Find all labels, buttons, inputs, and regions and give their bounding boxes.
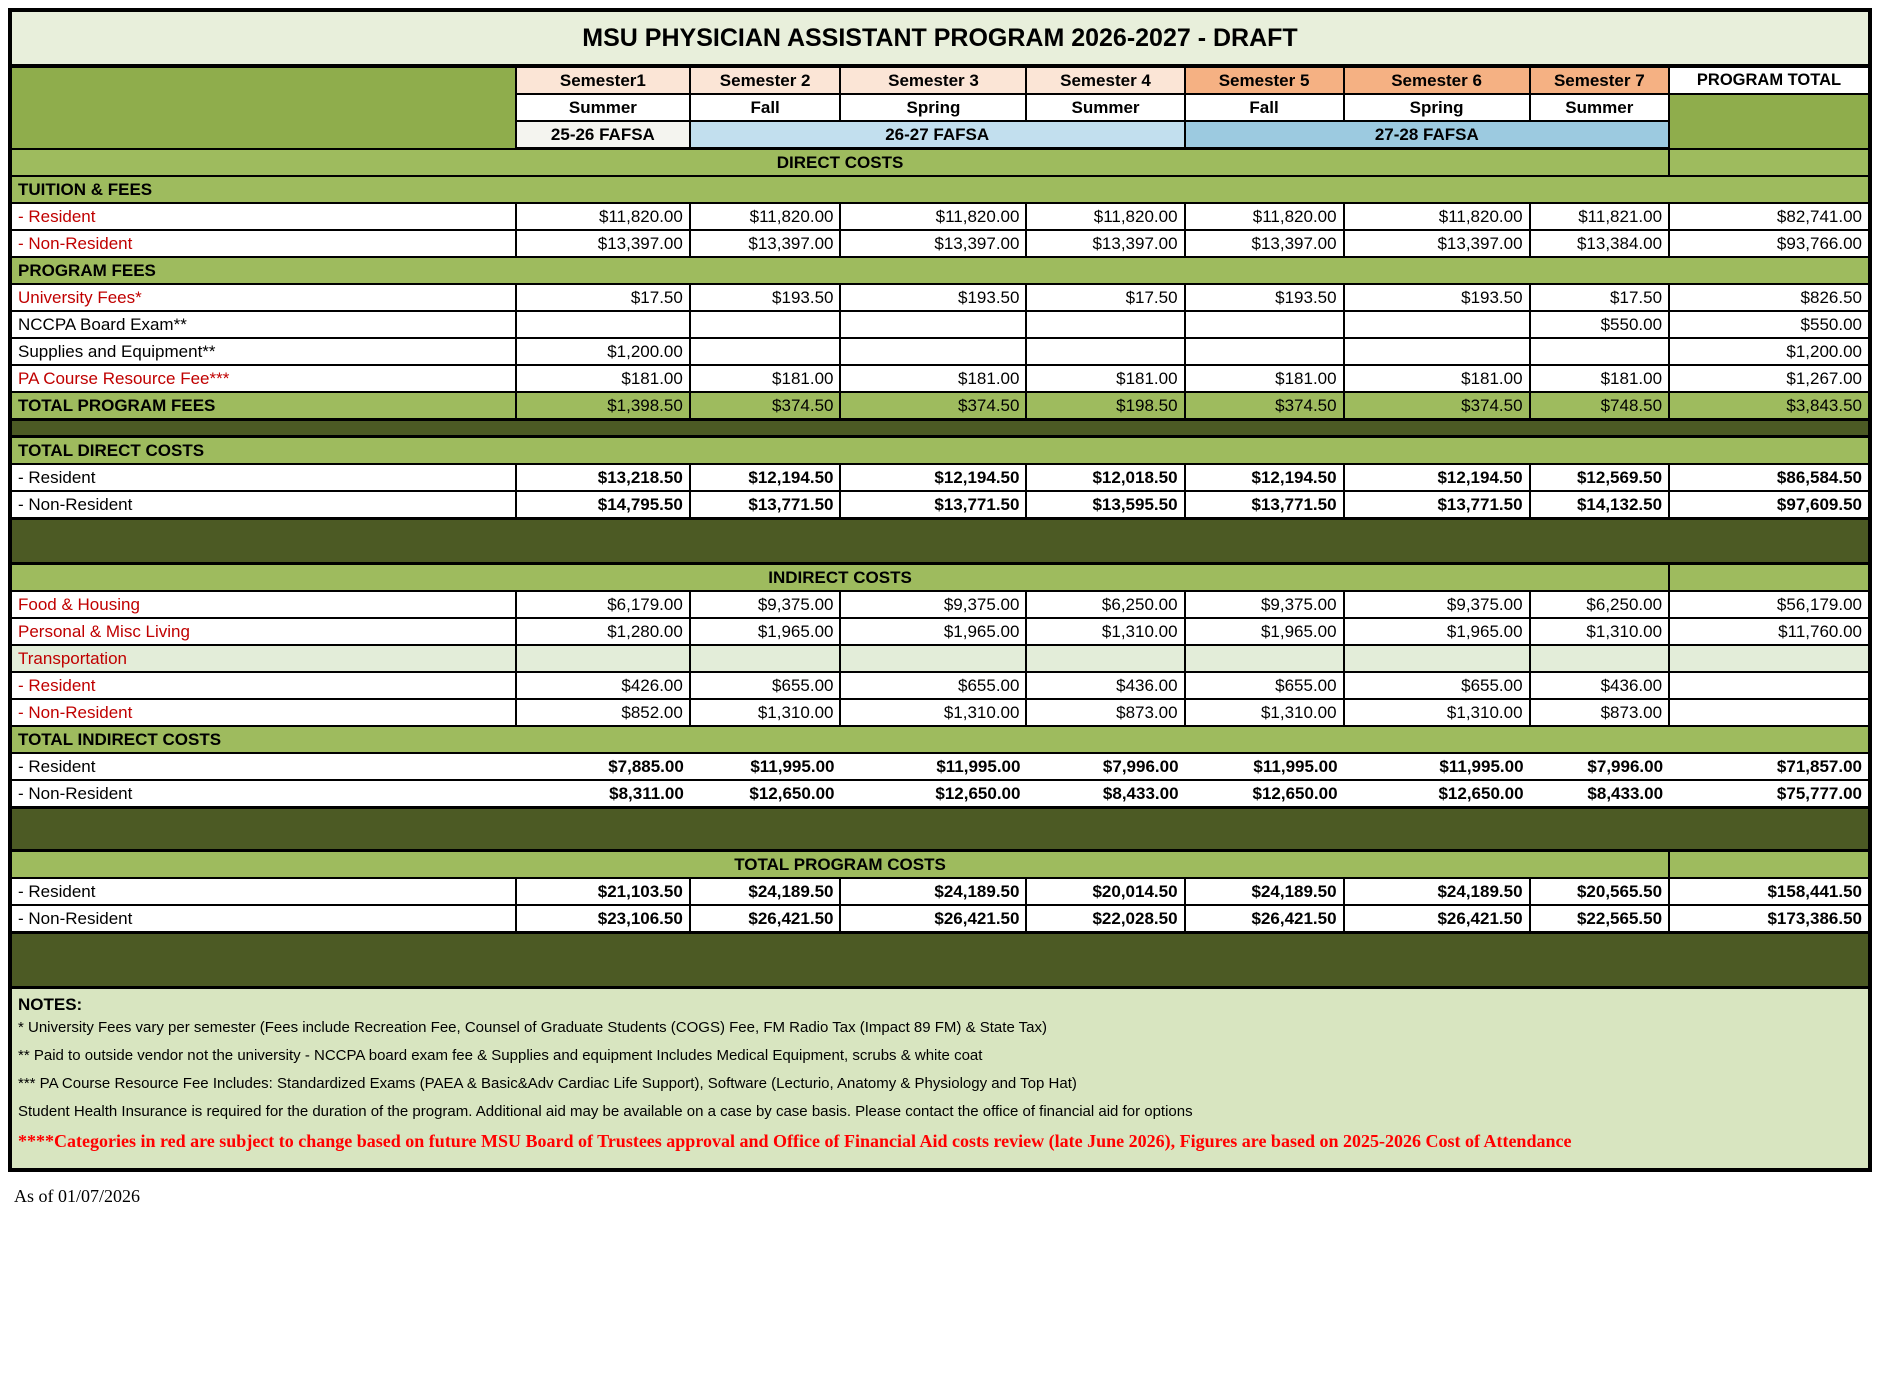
value-cell: $12,194.50 [840, 464, 1026, 491]
value-cell: $198.50 [1026, 392, 1184, 420]
notes-heading: NOTES: [18, 995, 83, 1014]
section-banner: PROGRAM FEES [10, 257, 1870, 284]
value-cell [690, 645, 841, 672]
value-cell: $374.50 [840, 392, 1026, 420]
table-row [10, 437, 1870, 465]
value-cell: $12,018.50 [1026, 464, 1184, 491]
table-row [10, 851, 1870, 879]
page-title: MSU PHYSICIAN ASSISTANT PROGRAM 2026-2027 - DRAFT [10, 10, 1870, 66]
row-label: Transportation [10, 645, 516, 672]
row-total-cell: $1,200.00 [1669, 338, 1870, 365]
value-cell: $9,375.00 [840, 591, 1026, 618]
value-cell: $14,795.50 [516, 491, 690, 519]
value-cell: $11,995.00 [1344, 753, 1530, 780]
value-cell: $436.00 [1530, 672, 1669, 699]
table-row [10, 780, 1870, 808]
cost-rows [10, 149, 1870, 988]
notes-cell [10, 988, 1870, 1171]
value-cell [1530, 645, 1669, 672]
value-cell: $181.00 [1026, 365, 1184, 392]
value-cell: $11,995.00 [690, 753, 841, 780]
value-cell: $181.00 [840, 365, 1026, 392]
value-cell: $6,179.00 [516, 591, 690, 618]
value-cell [1344, 645, 1530, 672]
table-row [10, 311, 1870, 338]
table-row [10, 365, 1870, 392]
value-cell [1344, 311, 1530, 338]
note-health-insurance: Student Health Insurance is required for the duration of the program. Additional aid may be available on a case by case basis. Please contact the office of financial aid for options [18, 1103, 1193, 1120]
section-banner-filler [1669, 149, 1870, 177]
row-total-cell: $550.00 [1669, 311, 1870, 338]
as-of-date: As of 01/07/2026 [14, 1186, 140, 1206]
row-total-cell: $93,766.00 [1669, 230, 1870, 257]
value-cell: $426.00 [516, 672, 690, 699]
value-cell: $20,565.50 [1530, 878, 1669, 905]
value-cell [1344, 338, 1530, 365]
table-row [10, 878, 1870, 905]
value-cell: $13,397.00 [840, 230, 1026, 257]
semester-1-header: Semester1 [516, 66, 690, 94]
value-cell [690, 311, 841, 338]
table-row [10, 284, 1870, 311]
table-row [10, 338, 1870, 365]
value-cell: $12,194.50 [690, 464, 841, 491]
value-cell: $655.00 [840, 672, 1026, 699]
note-pa-resource-fee: *** PA Course Resource Fee Includes: Standardized Exams (PAEA & Basic&Adv Cardiac Life Support), Software (Lecturio, Anatomy & Physiology and Top Hat) [18, 1075, 1077, 1092]
note-red-disclaimer: ****Categories in red are subject to change based on future MSU Board of Trustees approval and Office of Financial Aid costs review (late June 2026), Figures are based on 2025-2026 Cost of Attendance [18, 1131, 1572, 1151]
value-cell: $1,965.00 [690, 618, 841, 645]
value-cell: $24,189.50 [840, 878, 1026, 905]
value-cell: $748.50 [1530, 392, 1669, 420]
table-row [10, 203, 1870, 230]
row-label: - Resident [10, 878, 516, 905]
value-cell: $193.50 [690, 284, 841, 311]
value-cell: $12,650.00 [840, 780, 1026, 808]
row-label: - Non-Resident [10, 491, 516, 519]
value-cell: $8,311.00 [516, 780, 690, 808]
table-row [10, 149, 1870, 177]
row-total-cell: $3,843.50 [1669, 392, 1870, 420]
fafsa-26-27: 26-27 FAFSA [690, 121, 1185, 149]
value-cell: $13,218.50 [516, 464, 690, 491]
semester-3-header: Semester 3 [840, 66, 1026, 94]
table-row [10, 933, 1870, 988]
table-row [10, 753, 1870, 780]
value-cell [516, 311, 690, 338]
value-cell: $12,194.50 [1185, 464, 1344, 491]
value-cell [840, 338, 1026, 365]
value-cell [1026, 338, 1184, 365]
value-cell: $13,771.50 [1185, 491, 1344, 519]
value-cell: $14,132.50 [1530, 491, 1669, 519]
value-cell: $13,595.50 [1026, 491, 1184, 519]
value-cell: $26,421.50 [1344, 905, 1530, 933]
notes-row [10, 988, 1870, 1171]
value-cell: $6,250.00 [1530, 591, 1669, 618]
semester-2-header: Semester 2 [690, 66, 841, 94]
row-total-cell [1669, 699, 1870, 726]
row-total-cell: $11,760.00 [1669, 618, 1870, 645]
value-cell: $9,375.00 [1344, 591, 1530, 618]
value-cell: $24,189.50 [1185, 878, 1344, 905]
table-row [10, 519, 1870, 564]
program-total-filler [1669, 94, 1870, 149]
spacer-row [10, 420, 1870, 437]
section-banner: DIRECT COSTS [10, 149, 1669, 177]
value-cell: $12,650.00 [1185, 780, 1344, 808]
table-row [10, 726, 1870, 753]
value-cell [1026, 311, 1184, 338]
value-cell: $7,996.00 [1026, 753, 1184, 780]
value-cell: $1,965.00 [840, 618, 1026, 645]
value-cell: $13,397.00 [1185, 230, 1344, 257]
value-cell: $21,103.50 [516, 878, 690, 905]
value-cell: $12,569.50 [1530, 464, 1669, 491]
value-cell: $193.50 [1344, 284, 1530, 311]
section-banner: INDIRECT COSTS [10, 564, 1669, 592]
table-row [10, 564, 1870, 592]
value-cell: $11,820.00 [840, 203, 1026, 230]
value-cell: $20,014.50 [1026, 878, 1184, 905]
row-label: - Non-Resident [10, 230, 516, 257]
row-total-cell: $86,584.50 [1669, 464, 1870, 491]
term-3: Spring [840, 94, 1026, 121]
value-cell: $1,310.00 [1344, 699, 1530, 726]
spacer-row [10, 933, 1870, 988]
value-cell: $26,421.50 [1185, 905, 1344, 933]
row-label: - Non-Resident [10, 699, 516, 726]
value-cell: $13,771.50 [690, 491, 841, 519]
row-total-cell [1669, 672, 1870, 699]
value-cell: $17.50 [1530, 284, 1669, 311]
value-cell: $1,398.50 [516, 392, 690, 420]
value-cell: $181.00 [1530, 365, 1669, 392]
value-cell: $873.00 [1026, 699, 1184, 726]
value-cell [840, 311, 1026, 338]
section-banner: TUITION & FEES [10, 176, 1870, 203]
value-cell: $1,310.00 [1026, 618, 1184, 645]
row-label: Supplies and Equipment** [10, 338, 516, 365]
spacer-row [10, 808, 1870, 851]
value-cell: $193.50 [840, 284, 1026, 311]
value-cell: $13,771.50 [1344, 491, 1530, 519]
value-cell: $11,995.00 [840, 753, 1026, 780]
value-cell: $436.00 [1026, 672, 1184, 699]
table-row [10, 491, 1870, 519]
table-row [10, 257, 1870, 284]
value-cell: $11,820.00 [1026, 203, 1184, 230]
value-cell [690, 338, 841, 365]
value-cell: $1,280.00 [516, 618, 690, 645]
row-total-cell: $71,857.00 [1669, 753, 1870, 780]
value-cell: $873.00 [1530, 699, 1669, 726]
row-total-cell: $75,777.00 [1669, 780, 1870, 808]
value-cell: $17.50 [1026, 284, 1184, 311]
term-2: Fall [690, 94, 841, 121]
fafsa-27-28: 27-28 FAFSA [1185, 121, 1669, 149]
row-label: - Non-Resident [10, 905, 516, 933]
note-outside-vendor: ** Paid to outside vendor not the university - NCCPA board exam fee & Supplies and equipment Includes Medical Equipment, scrubs & white coat [18, 1047, 983, 1064]
value-cell: $374.50 [1344, 392, 1530, 420]
cost-of-attendance-table [8, 8, 1872, 1172]
value-cell: $181.00 [516, 365, 690, 392]
note-university-fees: * University Fees vary per semester (Fees include Recreation Fee, Counsel of Graduate Students (COGS) Fee, FM Radio Tax (Impact 89 FM) & State Tax) [18, 1019, 1048, 1036]
value-cell: $550.00 [1530, 311, 1669, 338]
table-row [10, 808, 1870, 851]
semester-6-header: Semester 6 [1344, 66, 1530, 94]
term-6: Spring [1344, 94, 1530, 121]
table-row [10, 905, 1870, 933]
value-cell: $1,200.00 [516, 338, 690, 365]
value-cell: $1,310.00 [1185, 699, 1344, 726]
value-cell: $13,397.00 [690, 230, 841, 257]
semester-5-header: Semester 5 [1185, 66, 1344, 94]
term-4: Summer [1026, 94, 1184, 121]
row-label: - Resident [10, 203, 516, 230]
row-label: NCCPA Board Exam** [10, 311, 516, 338]
section-banner: TOTAL DIRECT COSTS [10, 437, 1870, 465]
table-row [10, 420, 1870, 437]
table-row [10, 645, 1870, 672]
value-cell: $23,106.50 [516, 905, 690, 933]
value-cell: $181.00 [1185, 365, 1344, 392]
value-cell: $181.00 [1344, 365, 1530, 392]
section-banner: TOTAL INDIRECT COSTS [10, 726, 1870, 753]
title-row [10, 10, 1870, 66]
value-cell: $8,433.00 [1026, 780, 1184, 808]
value-cell: $7,996.00 [1530, 753, 1669, 780]
row-label: TOTAL PROGRAM FEES [10, 392, 516, 420]
value-cell: $13,397.00 [1026, 230, 1184, 257]
value-cell: $13,397.00 [516, 230, 690, 257]
row-total-cell: $82,741.00 [1669, 203, 1870, 230]
term-5: Fall [1185, 94, 1344, 121]
value-cell: $7,885.00 [516, 753, 690, 780]
value-cell [1185, 311, 1344, 338]
value-cell: $13,384.00 [1530, 230, 1669, 257]
table-row [10, 672, 1870, 699]
value-cell: $655.00 [1344, 672, 1530, 699]
table-row [10, 230, 1870, 257]
value-cell: $374.50 [1185, 392, 1344, 420]
row-label: University Fees* [10, 284, 516, 311]
row-label: - Resident [10, 672, 516, 699]
fafsa-25-26: 25-26 FAFSA [516, 121, 690, 149]
row-total-cell: $56,179.00 [1669, 591, 1870, 618]
value-cell: $9,375.00 [690, 591, 841, 618]
value-cell [840, 645, 1026, 672]
row-label: PA Course Resource Fee*** [10, 365, 516, 392]
value-cell: $26,421.50 [840, 905, 1026, 933]
row-label: - Resident [10, 753, 516, 780]
value-cell: $11,820.00 [690, 203, 841, 230]
spacer-row [10, 519, 1870, 564]
value-cell [1185, 338, 1344, 365]
row-label: - Non-Resident [10, 780, 516, 808]
row-total-cell: $826.50 [1669, 284, 1870, 311]
value-cell: $1,310.00 [690, 699, 841, 726]
row-label: Personal & Misc Living [10, 618, 516, 645]
row-total-cell: $173,386.50 [1669, 905, 1870, 933]
value-cell [1026, 645, 1184, 672]
corner-cell [10, 66, 516, 149]
table-row [10, 591, 1870, 618]
row-total-cell: $97,609.50 [1669, 491, 1870, 519]
section-banner-filler [1669, 851, 1870, 879]
value-cell: $13,771.50 [840, 491, 1026, 519]
table-row [10, 176, 1870, 203]
row-label: Food & Housing [10, 591, 516, 618]
term-7: Summer [1530, 94, 1669, 121]
semester-4-header: Semester 4 [1026, 66, 1184, 94]
table-row [10, 618, 1870, 645]
value-cell: $22,565.50 [1530, 905, 1669, 933]
row-total-cell [1669, 645, 1870, 672]
table-row [10, 699, 1870, 726]
value-cell: $655.00 [1185, 672, 1344, 699]
value-cell [516, 645, 690, 672]
notes-section [10, 988, 1870, 1171]
table-row [10, 464, 1870, 491]
value-cell: $655.00 [690, 672, 841, 699]
value-cell: $17.50 [516, 284, 690, 311]
value-cell: $22,028.50 [1026, 905, 1184, 933]
term-1: Summer [516, 94, 690, 121]
value-cell: $852.00 [516, 699, 690, 726]
section-banner-filler [1669, 564, 1870, 592]
value-cell: $13,397.00 [1344, 230, 1530, 257]
value-cell: $374.50 [690, 392, 841, 420]
value-cell: $11,820.00 [516, 203, 690, 230]
section-banner: TOTAL PROGRAM COSTS [10, 851, 1669, 879]
value-cell: $26,421.50 [690, 905, 841, 933]
value-cell: $24,189.50 [690, 878, 841, 905]
value-cell: $6,250.00 [1026, 591, 1184, 618]
value-cell: $11,995.00 [1185, 753, 1344, 780]
program-total-header: PROGRAM TOTAL [1669, 66, 1870, 94]
value-cell: $11,820.00 [1344, 203, 1530, 230]
row-total-cell: $1,267.00 [1669, 365, 1870, 392]
value-cell: $193.50 [1185, 284, 1344, 311]
value-cell: $24,189.50 [1344, 878, 1530, 905]
value-cell: $1,965.00 [1344, 618, 1530, 645]
value-cell: $11,821.00 [1530, 203, 1669, 230]
value-cell: $1,965.00 [1185, 618, 1344, 645]
value-cell: $181.00 [690, 365, 841, 392]
row-label: - Resident [10, 464, 516, 491]
value-cell: $9,375.00 [1185, 591, 1344, 618]
value-cell: $1,310.00 [840, 699, 1026, 726]
semester-header-row [10, 66, 1870, 94]
value-cell: $12,650.00 [1344, 780, 1530, 808]
value-cell: $11,820.00 [1185, 203, 1344, 230]
semester-7-header: Semester 7 [1530, 66, 1669, 94]
value-cell [1185, 645, 1344, 672]
value-cell: $12,650.00 [690, 780, 841, 808]
table-row [10, 392, 1870, 420]
value-cell: $1,310.00 [1530, 618, 1669, 645]
value-cell: $8,433.00 [1530, 780, 1669, 808]
value-cell [1530, 338, 1669, 365]
value-cell: $12,194.50 [1344, 464, 1530, 491]
row-total-cell: $158,441.50 [1669, 878, 1870, 905]
